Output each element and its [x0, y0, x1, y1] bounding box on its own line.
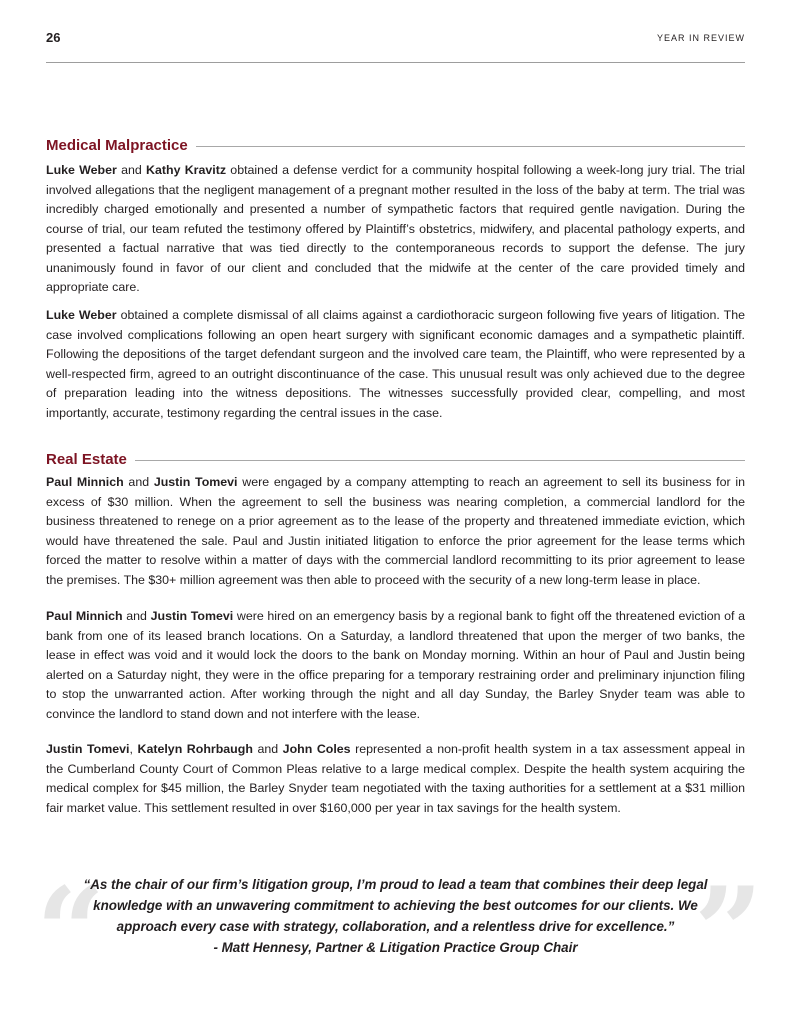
- attorney-name: Justin Tomevi: [46, 742, 130, 756]
- pull-quote: [70, 874, 721, 958]
- paragraph-text: obtained a defense verdict for a community hospital following a week-long jury trial. The trial involved allegations that the negligent management of a pregnant mother resulted in the loss of the baby at term. The trial was incredibly charged emotionally and presented a number of sympathetic factors that required gentle navigation. During the course of trial, our team refuted the testimony offered by Plaintiff’s obstetrics, midwifery, and placental pathology experts, and presented a factual narrative that was tied directly to the contemporaneous records to support the defense. The jury unanimously found in favor of our client and concluded that the midwife at the center of the care provided timely and appropriate care.: [46, 163, 745, 294]
- attorney-name: Luke Weber: [46, 163, 117, 177]
- paragraph-text: were engaged by a company attempting to reach an agreement to sell its business for in excess of $30 million. When the agreement to sell the business was nearing completion, a commercial landlord for the business threatened to renege on a prior agreement as to the lease of the property and threatened immediate eviction, which would have threatened the sale. Paul and Justin initiated litigation to enforce the prior agreement for the lease terms which forced the matter to resolve within a matter of days with the commercial landlord recommitting to its prior agreement to lease the premises. The $30+ million agreement was then able to proceed with the security of a new long-term lease in place.: [46, 475, 745, 587]
- attorney-name: Justin Tomevi: [153, 475, 238, 489]
- section-divider: [196, 146, 745, 147]
- attorney-name: Kathy Kravitz: [146, 163, 227, 177]
- paragraph-text: and: [122, 609, 151, 623]
- page-number: 26: [46, 30, 61, 45]
- section-divider: [135, 460, 745, 461]
- paragraph-medical-1: [46, 161, 745, 298]
- attorney-name: Luke Weber: [46, 308, 117, 322]
- quote-line-1: “As the chair of our firm’s litigation group, I’m proud to lead a team that combines their deep legal: [83, 877, 708, 892]
- attorney-name: Katelyn Rohrbaugh: [137, 742, 253, 756]
- paragraph-text: represented a non-profit health system in a tax assessment appeal in the Cumberland County Court of Common Pleas relative to a large medical complex. Despite the health system acquiring the medical complex for $45 million, the Barley Snyder team negotiated with the taxing authorities for a settlement at a $31 million fair market value. This settlement resulted in over $160,000 per year in tax savings for the health system.: [46, 742, 746, 815]
- attorney-name: Paul Minnich: [46, 475, 124, 489]
- quote-attribution: - Matt Hennesy, Partner & Litigation Practice Group Chair: [213, 940, 578, 955]
- paragraph-text: were hired on an emergency basis by a regional bank to fight off the threatened eviction of a bank from one of its leased branch locations. On a Saturday, a landlord threatened that upon the merger of two banks, the lease in effect was void and it would lock the doors to the bank on Monday morning. Within an hour of Paul and Justin being alerted on a Saturday night, they were in the office preparing for a temporary restraining order and preliminary injunction filing to stop the unwarranted action. After working through the night and all day Sunday, the Barley Snyder team was able to convince the landlord to stand down and not interfere with the lease.: [46, 609, 746, 721]
- paragraph-real-estate-2: [46, 607, 745, 724]
- close-quote-mark: ”: [694, 861, 764, 1002]
- section-heading-medical-malpractice: [46, 137, 745, 154]
- running-title: YEAR IN REVIEW: [656, 33, 745, 43]
- attorney-name: Paul Minnich: [46, 609, 123, 623]
- page-header: [46, 30, 745, 46]
- paragraph-text: and: [252, 742, 283, 756]
- header-divider: [46, 62, 745, 63]
- paragraph-text: and: [123, 475, 154, 489]
- section-title: Real Estate: [46, 451, 127, 468]
- quote-line-2: knowledge with an unwavering commitment to achieving the best outcomes for our clients. We: [93, 898, 698, 913]
- section-title: Medical Malpractice: [46, 137, 188, 154]
- attorney-name: John Coles: [282, 742, 351, 756]
- paragraph-text: obtained a complete dismissal of all claims against a cardiothoracic surgeon following five years of litigation. The case involved complications following an open heart surgery with significant economic damages and a sympathetic plaintiff. Following the depositions of the target defendant surgeon and the involved care team, the Plaintiff, who were represented by a well-respected firm, agreed to an outright discontinuance of the case. This unusual result was only achieved due to the degree of preparation leading into the witness depositions. The witnesses successfully provided clear, compelling, and most importantly, accurate, testimony regarding the central issues in the case.: [46, 308, 745, 420]
- paragraph-text: and: [116, 163, 147, 177]
- paragraph-medical-2: [46, 306, 745, 423]
- quote-line-3: approach every case with strategy, collaboration, and a relentless drive for excellence.”: [116, 919, 675, 934]
- open-quote-mark: “: [36, 861, 106, 1002]
- paragraph-text: ,: [129, 742, 138, 756]
- attorney-name: Justin Tomevi: [150, 609, 234, 623]
- section-heading-real-estate: [46, 451, 745, 468]
- paragraph-real-estate-3: [46, 740, 745, 818]
- paragraph-real-estate-1: [46, 473, 745, 590]
